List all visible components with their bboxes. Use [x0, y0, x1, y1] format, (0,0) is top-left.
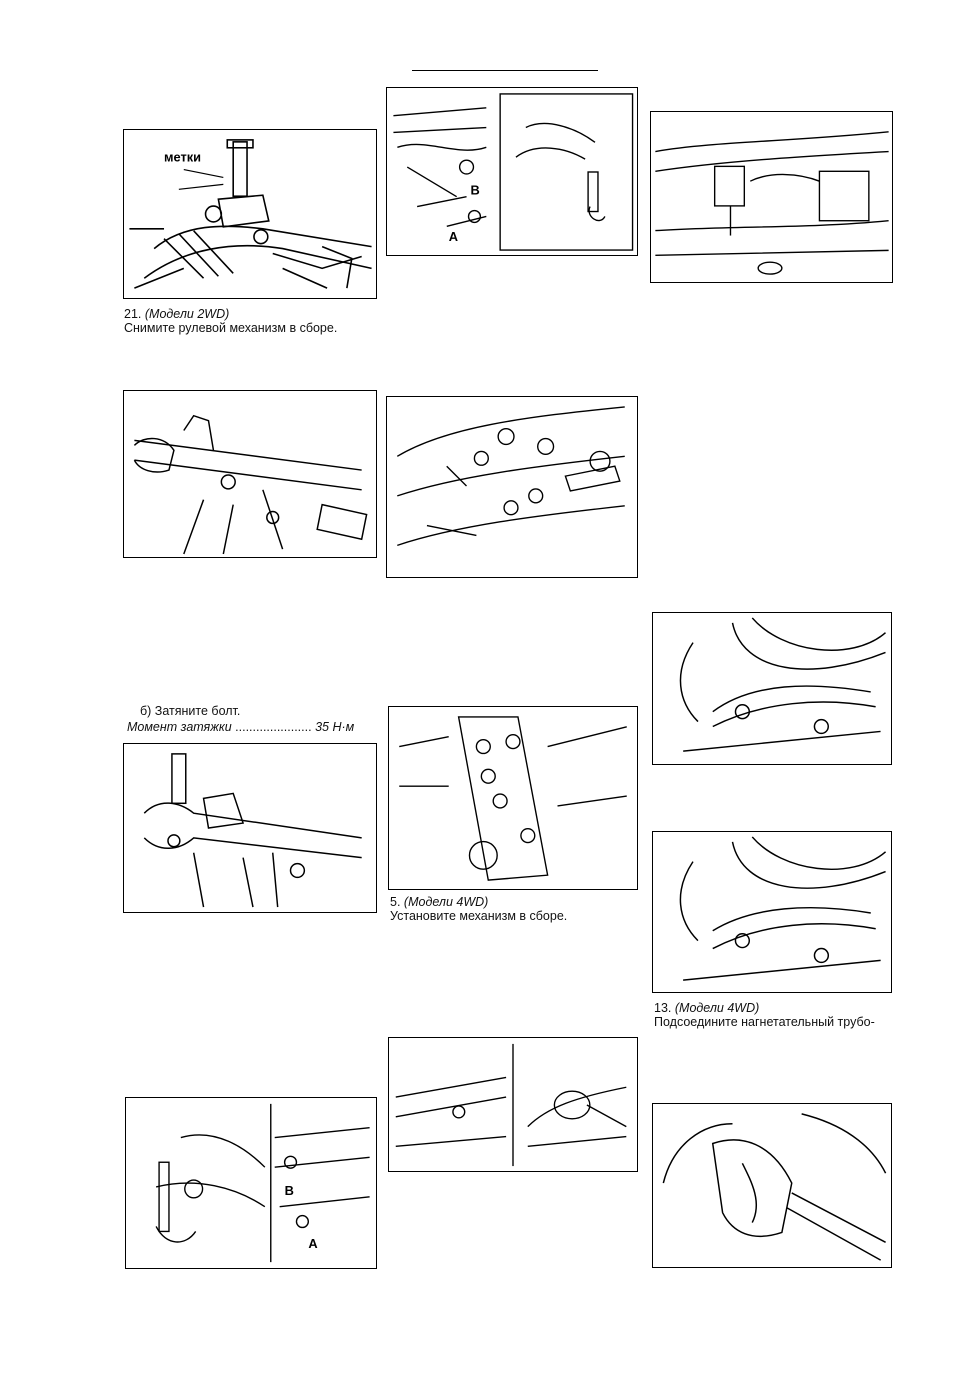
figure-underbody-right: [650, 111, 893, 283]
steering-marks-illustration: [124, 130, 376, 298]
step-model: (Модели 4WD): [674, 1001, 760, 1015]
figure-driveshaft-views: [388, 1037, 638, 1172]
step-number: 5.: [390, 895, 401, 909]
step-model: (Модели 4WD): [403, 895, 489, 909]
step-text: Подсоедините нагнетательный трубо-: [654, 1015, 875, 1029]
step-number: 21.: [124, 307, 142, 321]
figure-pipe-connections-2: [652, 831, 892, 993]
tighten-item: б) Затяните болт.: [140, 704, 241, 718]
rack-install-illustration: [124, 744, 376, 912]
pipe-connections-2-illustration: [653, 832, 891, 992]
step-model: (Модели 2WD): [144, 307, 230, 321]
torque-label: Момент затяжки: [127, 720, 232, 734]
figure-steering-marks: [123, 129, 377, 299]
pipe-connections-1-illustration: [653, 613, 891, 764]
figure-cv-boot: [652, 1103, 892, 1268]
steering-rack-illustration: [124, 391, 376, 557]
step-text: Установите механизм в сборе.: [390, 909, 568, 923]
header-rule: [412, 70, 598, 71]
label-b: B: [470, 182, 480, 198]
plate-bolts-illustration: [387, 397, 637, 577]
label-b: B: [284, 1182, 294, 1198]
label-a: A: [448, 229, 459, 245]
label-a: A: [308, 1236, 318, 1252]
figure-bolts-ab-bottom: [125, 1097, 377, 1269]
figure-bolts-ab-top: [386, 87, 638, 256]
mechanism-4wd-illustration: [389, 707, 637, 889]
figure-pipe-connections-1: [652, 612, 892, 765]
figure-mechanism-4wd: [388, 706, 638, 890]
marks-label: метки: [164, 149, 202, 165]
driveshaft-views-illustration: [389, 1038, 637, 1171]
caption-tighten: [140, 704, 240, 718]
bolts-ab-top-illustration: [387, 88, 637, 255]
torque-value: 35 Н·м: [315, 720, 355, 734]
caption-torque: [127, 720, 354, 734]
figure-steering-rack: [123, 390, 377, 558]
caption-step-5: [390, 895, 567, 923]
underbody-right-illustration: [651, 112, 892, 282]
figure-rack-install: [123, 743, 377, 913]
torque-dots: ......................: [231, 720, 312, 734]
figure-plate-bolts: [386, 396, 638, 578]
bolts-ab-bottom-illustration: [126, 1098, 376, 1268]
cv-boot-illustration: [653, 1104, 891, 1267]
caption-step-21: [124, 307, 337, 335]
step-text: Снимите рулевой механизм в сборе.: [124, 321, 338, 335]
step-number: 13.: [654, 1001, 672, 1015]
caption-step-13: [654, 1001, 875, 1029]
